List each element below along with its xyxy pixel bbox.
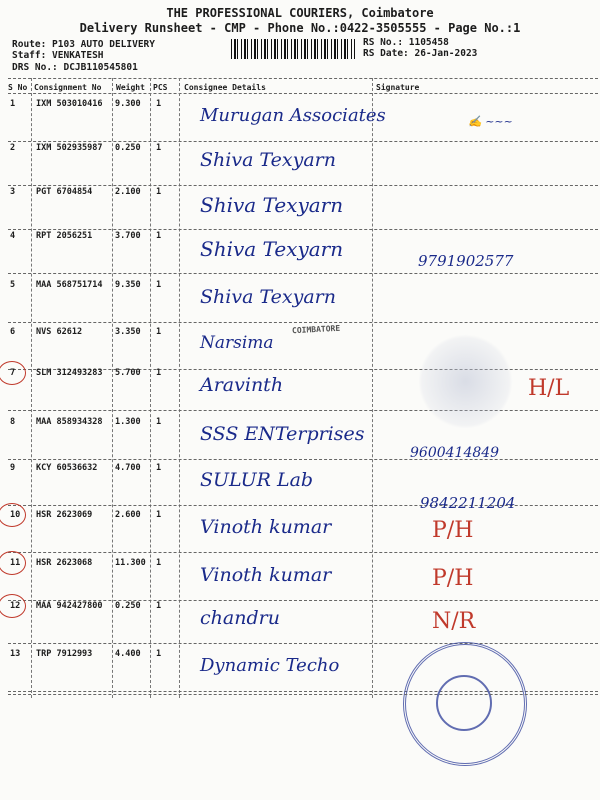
table-row: [0, 601, 600, 645]
row-sno: 2: [10, 143, 16, 153]
row-separator: [8, 459, 598, 460]
row-pcs: 1: [156, 99, 162, 109]
staff-label: Staff: VENKATESH: [12, 50, 104, 61]
row-consignment-no: IXM 503010416: [36, 99, 103, 109]
row-consignee-handwritten: Murugan Associates: [200, 105, 386, 126]
row-pcs: 1: [156, 280, 162, 290]
row-consignee-handwritten: Shiva Texyarn: [200, 193, 344, 217]
row-pcs: 1: [156, 558, 162, 568]
row-sno: 3: [10, 187, 16, 197]
row-weight: 0.250: [115, 601, 141, 611]
row-consignment-no: MAA 858934328: [36, 417, 103, 427]
row-pcs: 1: [156, 649, 162, 659]
row-consignment-no: HSR 2623069: [36, 510, 93, 520]
row-separator: [8, 229, 598, 230]
row-separator: [8, 141, 598, 142]
row-pcs: 1: [156, 510, 162, 520]
row-sno: 12: [10, 601, 21, 611]
row-delivery-status-mark: N/R: [432, 609, 476, 634]
row-consignment-no: IXM 502935987: [36, 143, 103, 153]
row-weight: 0.250: [115, 143, 141, 153]
header-bottom-rule: [8, 93, 598, 94]
sno-circle-mark: [0, 361, 26, 385]
rs-number: RS No.: 1105458: [363, 37, 449, 48]
company-title: THE PROFESSIONAL COURIERS, Coimbatore: [166, 6, 434, 20]
row-consignment-no: HSR 2623068: [36, 558, 93, 568]
row-weight: 4.400: [115, 649, 141, 659]
row-pcs: 1: [156, 463, 162, 473]
row-delivery-status-mark: H/L: [528, 376, 570, 401]
row-delivery-status-mark: P/H: [432, 518, 474, 543]
row-delivery-status-mark: P/H: [432, 566, 474, 591]
faded-stamp-mark: [418, 334, 513, 429]
sno-circle-mark: [0, 551, 26, 575]
coimbatore-stamp: COIMBATORE: [291, 323, 341, 336]
table-bottom-rule: [8, 694, 598, 695]
row-consignee-handwritten: Vinoth kumar: [200, 564, 332, 586]
table-row: [0, 143, 600, 187]
sno-circle-mark: [0, 594, 26, 618]
row-consignee-handwritten: Vinoth kumar: [200, 516, 332, 538]
row-consignee-handwritten: Shiva Texyarn: [200, 286, 336, 308]
row-pcs: 1: [156, 231, 162, 241]
row-separator: [8, 185, 598, 186]
barcode: [231, 39, 355, 59]
row-weight: 4.700: [115, 463, 141, 473]
row-consignment-no: TRP 7912993: [36, 649, 93, 659]
row-consignee-handwritten: SULUR Lab: [200, 469, 314, 491]
row-weight: 11.300: [115, 558, 146, 568]
round-company-seal: [403, 642, 527, 766]
col-header-signature: Signature: [376, 83, 420, 92]
row-sno: 9: [10, 463, 16, 473]
row-pcs: 1: [156, 143, 162, 153]
row-consignee-handwritten: Shiva Texyarn: [200, 237, 344, 261]
row-pcs: 1: [156, 417, 162, 427]
row-consignment-no: PGT 6704854: [36, 187, 93, 197]
row-sno: 7: [10, 368, 16, 378]
row-weight: 2.600: [115, 510, 141, 520]
row-consignee-handwritten: Dynamic Techo: [200, 655, 340, 676]
row-pcs: 1: [156, 601, 162, 611]
col-header-weight: Weight: [116, 83, 145, 92]
row-consignee-handwritten: Aravinth: [200, 374, 284, 396]
row-pcs: 1: [156, 327, 162, 337]
row-consignee-handwritten: SSS ENTerprises: [200, 423, 365, 445]
row-weight: 3.700: [115, 231, 141, 241]
row-consignment-no: MAA 568751714: [36, 280, 103, 290]
table-row: [0, 187, 600, 231]
row-separator: [8, 410, 598, 411]
row-weight: 9.350: [115, 280, 141, 290]
table-row: [0, 558, 600, 602]
runsheet-subtitle: Delivery Runsheet - CMP - Phone No.:0422-3505555 - Page No.:1: [79, 21, 521, 35]
row-consignee-handwritten: Narsima: [200, 333, 274, 353]
row-separator: [8, 643, 598, 644]
col-header-consignment: Consignment No: [34, 83, 102, 92]
route-label: Route: P103 AUTO DELIVERY: [12, 39, 155, 50]
row-separator: [8, 273, 598, 274]
row-consignee-handwritten: chandru: [200, 607, 280, 629]
table-row: [0, 417, 600, 461]
table-row: [0, 510, 600, 554]
row-pcs: 1: [156, 187, 162, 197]
table-top-rule: [8, 78, 598, 79]
row-sno: 4: [10, 231, 16, 241]
col-header-consignee: Consignee Details: [184, 83, 266, 92]
phone-number-row9: 9842211204: [420, 494, 516, 512]
phone-number-row8: 9600414849: [410, 445, 500, 461]
col-header-pcs: PCS: [153, 83, 168, 92]
row-consignee-handwritten: Shiva Texyarn: [200, 149, 336, 171]
row-weight: 3.350: [115, 327, 141, 337]
row-pcs: 1: [156, 368, 162, 378]
table-row: [0, 280, 600, 324]
row-consignment-no: SLM 312493283: [36, 368, 103, 378]
row-sno: 1: [10, 99, 16, 109]
row-sno: 11: [10, 558, 21, 568]
row-sno: 10: [10, 510, 21, 520]
row-separator: [8, 552, 598, 553]
row-consignment-no: RPT 2056251: [36, 231, 93, 241]
row-sno: 13: [10, 649, 21, 659]
row-separator: [8, 322, 598, 323]
row-weight: 5.700: [115, 368, 141, 378]
row-weight: 1.300: [115, 417, 141, 427]
rs-date: RS Date: 26-Jan-2023: [363, 48, 478, 59]
row-sno: 8: [10, 417, 16, 427]
row-consignment-no: MAA 942427800: [36, 601, 103, 611]
row-consignment-no: NVS 62612: [36, 327, 83, 337]
drs-label: DRS No.: DCJB110545801: [12, 62, 138, 73]
row-consignment-no: KCY 60536632: [36, 463, 98, 473]
row-sno: 6: [10, 327, 16, 337]
col-header-sno: S No: [8, 83, 28, 92]
sno-circle-mark: [0, 503, 26, 527]
phone-number-row4: 9791902577: [418, 252, 514, 270]
row-weight: 2.100: [115, 187, 141, 197]
signature-scribble: ✍ ~~~: [468, 115, 513, 128]
row-weight: 9.300: [115, 99, 141, 109]
row-sno: 5: [10, 280, 16, 290]
